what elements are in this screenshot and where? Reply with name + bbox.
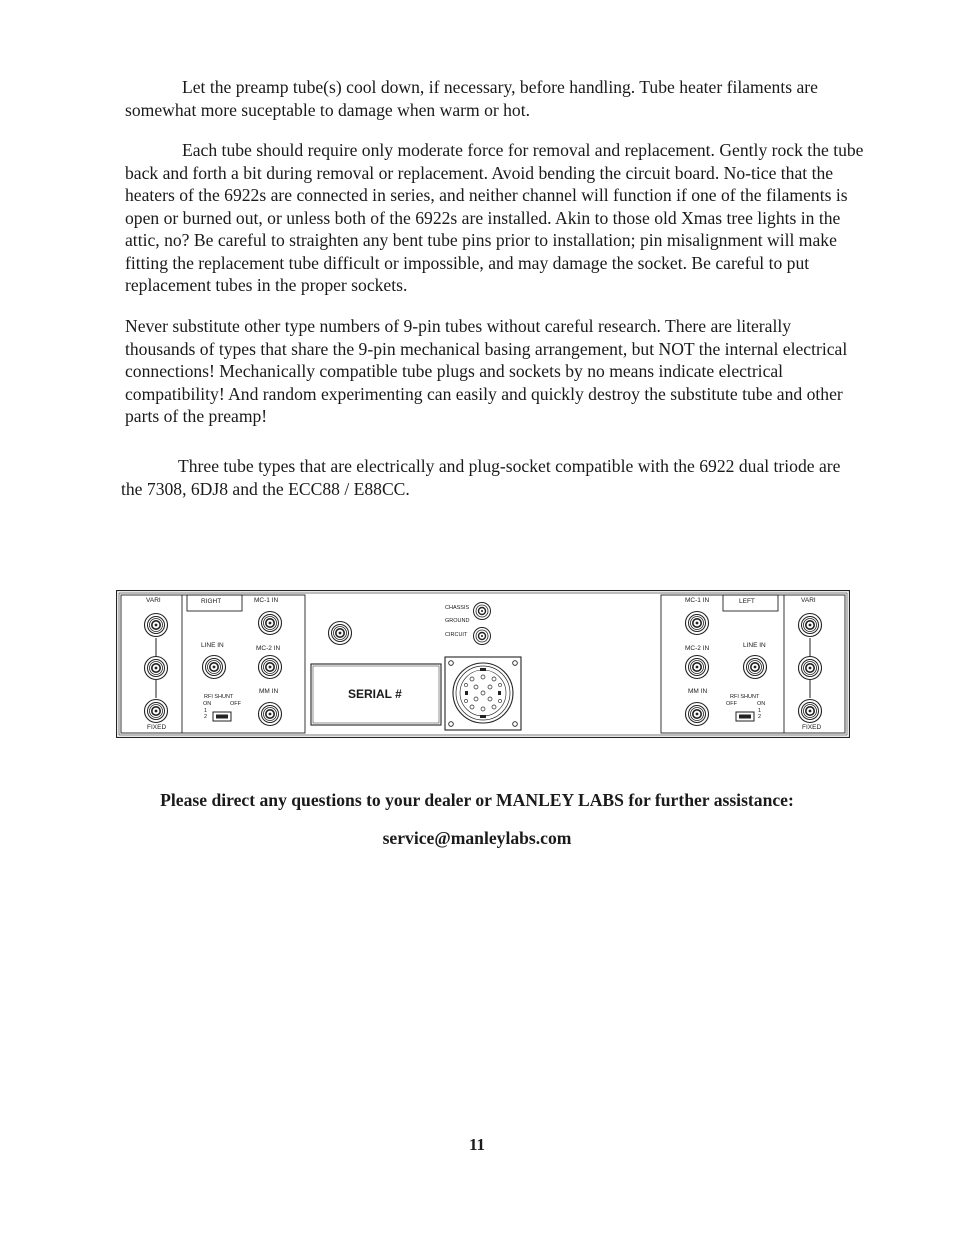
label-line-in-right: LINE IN (201, 642, 224, 649)
label-fixed-right-channel: FIXED (147, 724, 167, 731)
paragraph-substitute-warning: Never substitute other type numbers of 9-pin tubes without careful research. There are literally thousands of types that share the 9-pin mechanical basing arrangement, but NOT the internal electrical connections! Mechanically compatible tube plugs and sockets by no means indicate electrical compatibility! And random experimenting can easily and quickly destroy the substitute tube and other parts of the preamp! (125, 316, 848, 426)
label-rfi-on-left: ON (757, 701, 766, 707)
label-mm-in-left: MM IN (688, 688, 708, 695)
label-channel-right: RIGHT (201, 598, 222, 605)
multipin-connector (445, 657, 521, 730)
paragraph-removal: Each tube should require only moderate force for removal and replacement. Gently rock the tube back and forth a bit during removal or replacement. Avoid bending the circuit board. No-tice that the heaters of the 6922s are connected in series, and neither channel will function if one of the filaments is open or burned out, or unless both of the 6922s are installed. Akin to those old Xmas tree lights in the attic, no? Be careful to straighten any bent tube pins prior to installation; pin misalignment will make fitting the replacement tube difficult or impossible, and may damage the socket. Be careful to put replacement tubes in the proper sockets. (125, 140, 864, 295)
label-rfi-1-left: 1 (758, 708, 762, 714)
label-rfi-2-left: 2 (758, 714, 762, 720)
label-vari-right-channel: VARI (146, 597, 161, 604)
label-rfi-off-right: OFF (230, 701, 241, 707)
label-mc1-in-right: MC-1 IN (254, 597, 279, 604)
support-note: Please direct any questions to your dealer or MANLEY LABS for further assistance: (160, 790, 794, 810)
label-rfi-off-left: OFF (726, 701, 737, 707)
label-serial-number: SERIAL # (348, 687, 402, 701)
support-email: service@manleylabs.com (382, 828, 572, 848)
rear-panel-diagram (116, 590, 850, 738)
paragraph-compatible-types: Three tube types that are electrically and plug-socket compatible with the 6922 dual triode are the 7308, 6DJ8 and the ECC88 / E88CC. (121, 456, 841, 499)
label-mc1-in-left: MC-1 IN (685, 597, 710, 604)
label-chassis: CHASSIS (445, 605, 470, 611)
label-ground: GROUND (445, 618, 470, 624)
label-mc2-in-left: MC-2 IN (685, 645, 710, 652)
label-rfi-shunt-left: RFI SHUNT (730, 694, 760, 700)
label-line-in-left: LINE IN (743, 642, 766, 649)
label-mc2-in-right: MC-2 IN (256, 645, 281, 652)
label-vari-left-channel: VARI (801, 597, 816, 604)
label-mm-in-right: MM IN (259, 688, 279, 695)
label-channel-left: LEFT (739, 598, 755, 605)
label-rfi-1-right: 1 (204, 708, 208, 714)
rear-panel-drawing (116, 590, 850, 738)
paragraph-cooldown: Let the preamp tube(s) cool down, if necessary, before handling. Tube heater filaments are somewhat more suceptable to damage when warm or hot. (125, 77, 818, 120)
page-number: 11 (468, 1135, 486, 1154)
label-fixed-left-channel: FIXED (802, 724, 822, 731)
label-circuit: CIRCUIT (445, 632, 468, 638)
label-rfi-2-right: 2 (204, 714, 208, 720)
label-rfi-on-right: ON (203, 701, 212, 707)
label-rfi-shunt-right: RFI SHUNT (204, 694, 234, 700)
